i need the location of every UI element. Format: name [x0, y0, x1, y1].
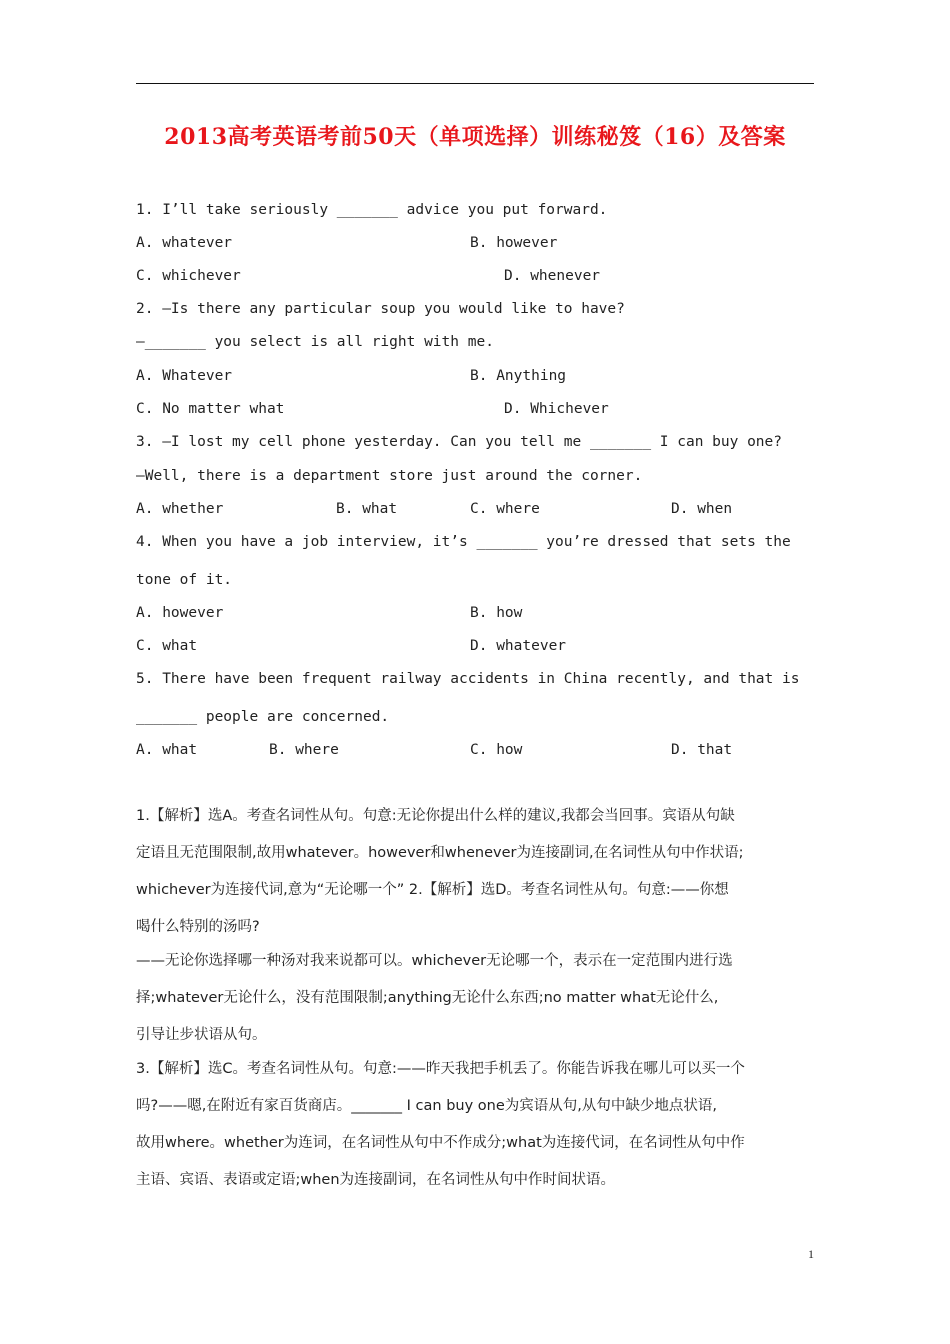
question-5-option-c: C. how — [470, 742, 523, 758]
explanation-line: 3.【解析】选C。考查名词性从句。句意:——昨天我把手机丢了。你能告诉我在哪儿可以买一个 — [136, 1061, 745, 1077]
question-5-option-d: D. that — [671, 742, 733, 758]
question-5-option-a: A. what — [136, 742, 198, 758]
explanation-line: ——无论你选择哪一种汤对我来说都可以。whichever无论哪一个，表示在一定范围内进行选 — [136, 953, 733, 969]
question-3-option-c: C. where — [470, 501, 540, 517]
question-1-option-b: B. however — [470, 235, 558, 251]
question-5-option-b: B. where — [269, 742, 339, 758]
document-title: 2013高考英语考前50天（单项选择）训练秘笈（16）及答案 — [164, 124, 786, 150]
question-1-option-c: C. whichever — [136, 268, 241, 284]
explanation-line: 主语、宾语、表语或定语;when为连接副词，在名词性从句中作时间状语。 — [136, 1172, 616, 1188]
question-2-option-a: A. Whatever — [136, 368, 233, 384]
explanation-line: 故用where。whether为连词，在名词性从句中不作成分;what为连接代词，在名词性从句中作 — [136, 1135, 745, 1151]
question-4-stem-line2: tone of it. — [136, 572, 233, 588]
question-4-option-a: A. however — [136, 605, 224, 621]
question-4-option-d: D. whatever — [470, 638, 567, 654]
page-number: 1 — [808, 1247, 814, 1261]
question-2-stem: 2. —Is there any particular soup you would like to have? — [136, 301, 625, 317]
question-5-stem-line2: _______ people are concerned. — [136, 709, 390, 725]
question-4-stem: 4. When you have a job interview, it’s _______ you’re dressed that sets the — [136, 534, 791, 550]
question-2-stem-line2: —_______ you select is all right with me. — [136, 334, 494, 350]
question-2-option-b: B. Anything — [470, 368, 567, 384]
question-5-stem: 5. There have been frequent railway accidents in China recently, and that is — [136, 671, 800, 687]
explanation-line: 吗?——嗯,在附近有家百货商店。_______ I can buy one为宾语从句,从句中缺少地点状语, — [136, 1098, 717, 1114]
explanation-line: 喝什么特别的汤吗? — [136, 919, 260, 935]
header-rule — [136, 83, 814, 84]
question-3-stem: 3. —I lost my cell phone yesterday. Can you tell me _______ I can buy one? — [136, 434, 783, 450]
explanation-line: 1.【解析】选A。考查名词性从句。句意:无论你提出什么样的建议,我都会当回事。宾语从句缺 — [136, 808, 735, 824]
question-3-option-a: A. whether — [136, 501, 224, 517]
explanation-line: 定语且无范围限制,故用whatever。however和whenever为连接副词,在名词性从句中作状语; — [136, 845, 744, 861]
question-1-option-a: A. whatever — [136, 235, 233, 251]
explanation-line: whichever为连接代词,意为“无论哪一个” 2.【解析】选D。考查名词性从句。句意:——你想 — [136, 882, 729, 898]
explanation-line: 引导让步状语从句。 — [136, 1027, 267, 1043]
question-3-stem-line2: —Well, there is a department store just around the corner. — [136, 468, 643, 484]
question-2-option-c: C. No matter what — [136, 401, 285, 417]
question-4-option-c: C. what — [136, 638, 198, 654]
question-2-option-d: D. Whichever — [504, 401, 609, 417]
question-1-stem: 1. I’ll take seriously _______ advice you put forward. — [136, 202, 608, 218]
explanation-line: 择;whatever无论什么，没有范围限制;anything无论什么东西;no matter what无论什么, — [136, 990, 719, 1006]
question-3-option-d: D. when — [671, 501, 733, 517]
question-4-option-b: B. how — [470, 605, 523, 621]
question-1-option-d: D. whenever — [504, 268, 601, 284]
question-3-option-b: B. what — [336, 501, 398, 517]
